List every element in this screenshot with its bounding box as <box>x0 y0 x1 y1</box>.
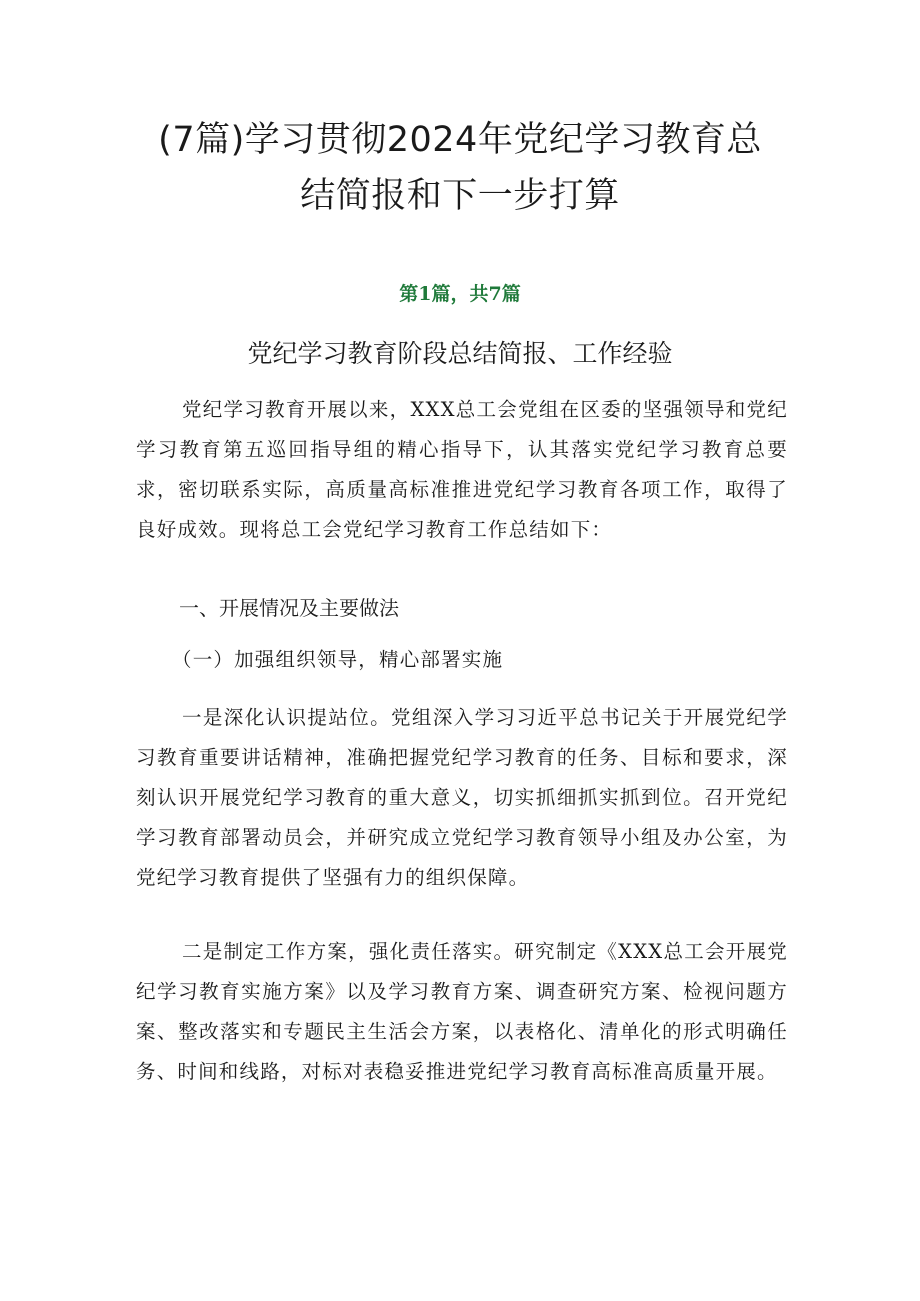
heading-level-2: （一）加强组织领导，精心部署实施 <box>172 648 504 671</box>
body-paragraph-2: 二是制定工作方案，强化责任落实。研究制定《XXX总工会开展党纪学习教育实施方案》以及学习教育方案、调查研究方案、检视问题方案、整改落实和专题民主生活会方案，以表格化、清单化的形式明确任务、时间和线路，对标对表稳妥推进党纪学习教育高标准高质量开展。 <box>136 940 788 1083</box>
document-title <box>0 112 920 224</box>
intro-paragraph: 党纪学习教育开展以来，XXX总工会党组在区委的坚强领导和党纪学习教育第五巡回指导组的精心指导下，认其落实党纪学习教育总要求，密切联系实际，高质量高标准推进党纪学习教育各项工作，取得了良好成效。现将总工会党纪学习教育工作总结如下： <box>136 398 788 541</box>
heading-level-1: 一、开展情况及主要做法 <box>179 596 399 620</box>
document-title-line-2: 结简报和下一步打算 <box>300 176 620 216</box>
section-title: 党纪学习教育阶段总结简报、工作经验 <box>247 339 673 368</box>
body-paragraph-1: 一是深化认识提站位。党组深入学习习近平总书记关于开展党纪学习教育重要讲话精神，准确把握党纪学习教育的任务、目标和要求，深刻认识开展党纪学习教育的重大意义，切实抓细抓实抓到位。召开党纪学习教育部署动员会，并研究成立党纪学习教育领导小组及办公室，为党纪学习教育提供了坚强有力的组织保障。 <box>136 706 788 889</box>
document-title-line-1: (7篇)学习贯彻2024年党纪学习教育总 <box>158 120 762 160</box>
part-counter: 第1篇，共7篇 <box>399 283 521 305</box>
